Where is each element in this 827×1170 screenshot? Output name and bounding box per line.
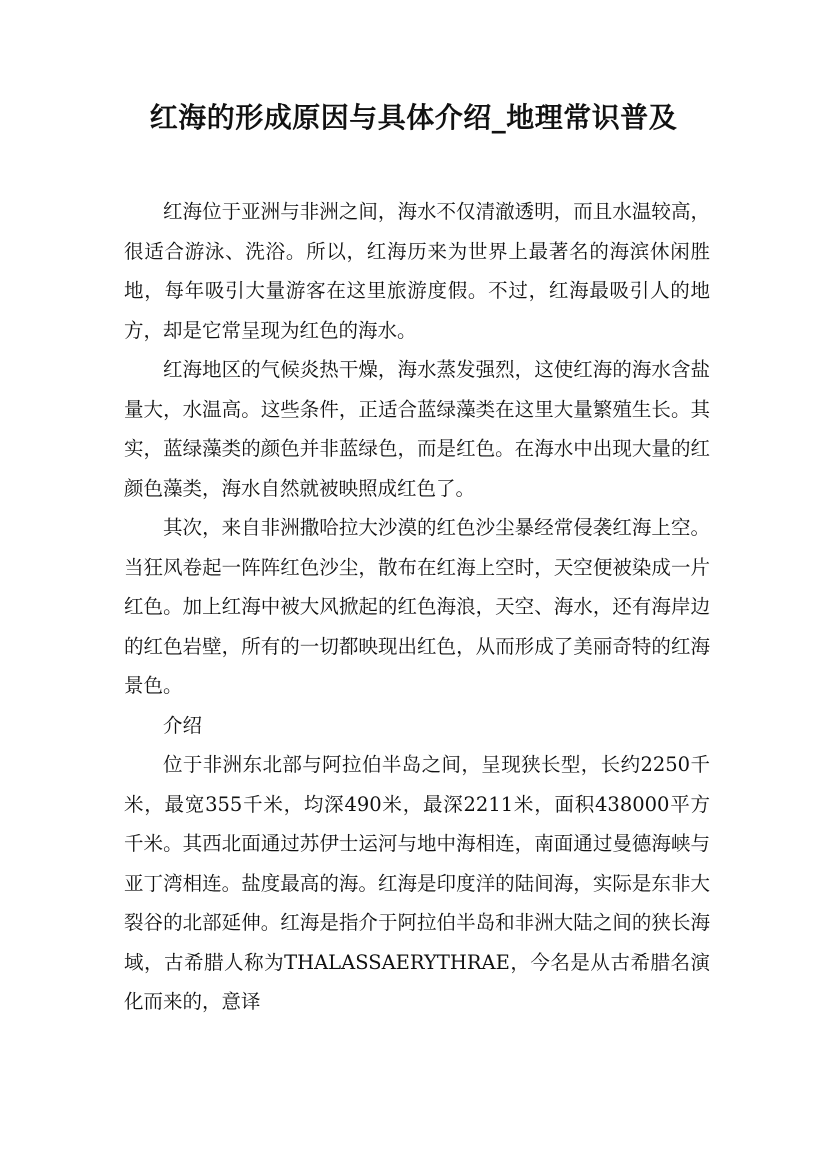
- document-body: [124, 192, 710, 1022]
- paragraph-sandstorm: 其次，来自非洲撒哈拉大沙漠的红色沙尘暴经常侵袭红海上空。当狂风卷起一阵阵红色沙尘，散布在红海上空时，天空便被染成一片红色。加上红海中被大风掀起的红色海浪，天空、海水，还有海岸边的红色岩壁，所有的一切都映现出红色，从而形成了美丽奇特的红海景色。: [124, 516, 710, 697]
- paragraph-intro: 红海位于亚洲与非洲之间，海水不仅清澈透明，而且水温较高，很适合游泳、洗浴。所以，红海历来为世界上最著名的海滨休闲胜地，每年吸引大量游客在这里旅游度假。不过，红海最吸引人的地方，却是它常呈现为红色的海水。: [124, 200, 710, 342]
- paragraph-climate: 红海地区的气候炎热干燥，海水蒸发强烈，这使红海的海水含盐量大，水温高。这些条件，正适合蓝绿藻类在这里大量繁殖生长。其实，蓝绿藻类的颜色并非蓝绿色，而是红色。在海水中出现大量的红颜色藻类，海水自然就被映照成红色了。: [124, 358, 710, 500]
- document-title: 红海的形成原因与具体介绍_地理常识普及: [149, 101, 678, 134]
- paragraph-geography: 位于非洲东北部与阿拉伯半岛之间，呈现狭长型，长约2250千米，最宽355千米，均深490米，最深2211米，面积438000平方千米。其西北面通过苏伊士运河与地中海相连，南面通过曼德海峡与亚丁湾相连。盐度最高的海。红海是印度洋的陆间海，实际是东非大裂谷的北部延伸。红海是指介于阿拉伯半岛和非洲大陆之间的狭长海域，古希腊人称为THALASSAERYTHRAE，今名是从古希腊名演化而来的，意译: [124, 753, 710, 1013]
- section-heading-introduction: 介绍: [163, 713, 203, 737]
